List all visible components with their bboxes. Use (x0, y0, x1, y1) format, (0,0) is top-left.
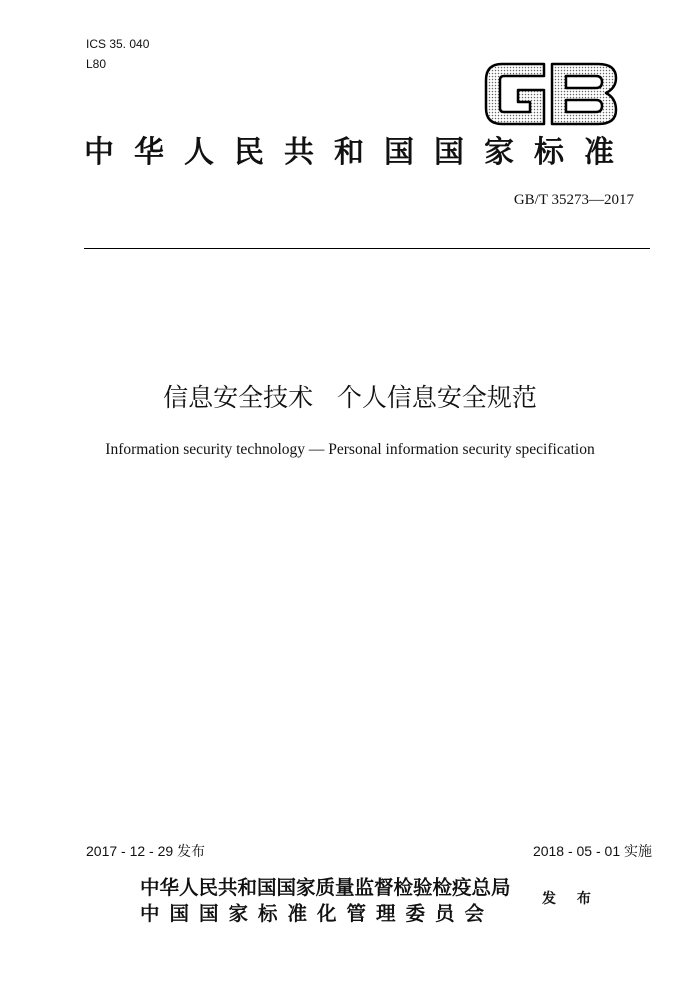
publish-label: 发 布 (542, 891, 599, 907)
gb-logo (482, 60, 620, 128)
standard-number: GB/T 35273—2017 (513, 192, 634, 208)
issue-date: 2017 - 12 - 29 发布 (86, 843, 206, 859)
ccs-code: L80 (86, 57, 107, 71)
ics-code: ICS 35. 040 (86, 37, 150, 51)
issuer-aqsiq: 中华人民共和国国家质量监督检验检疫总局 (140, 876, 511, 899)
title-chinese: 信息安全技术 个人信息安全规范 (163, 383, 537, 412)
title-english: Information security technology — Personal information security specification (105, 441, 595, 458)
standard-type-label: 中华人民共和国国家标准 (84, 135, 634, 170)
implementation-date: 2018 - 05 - 01 实施 (532, 843, 652, 859)
divider (84, 248, 650, 249)
issuer-sac: 中国国家标准化管理委员会 (140, 902, 495, 925)
